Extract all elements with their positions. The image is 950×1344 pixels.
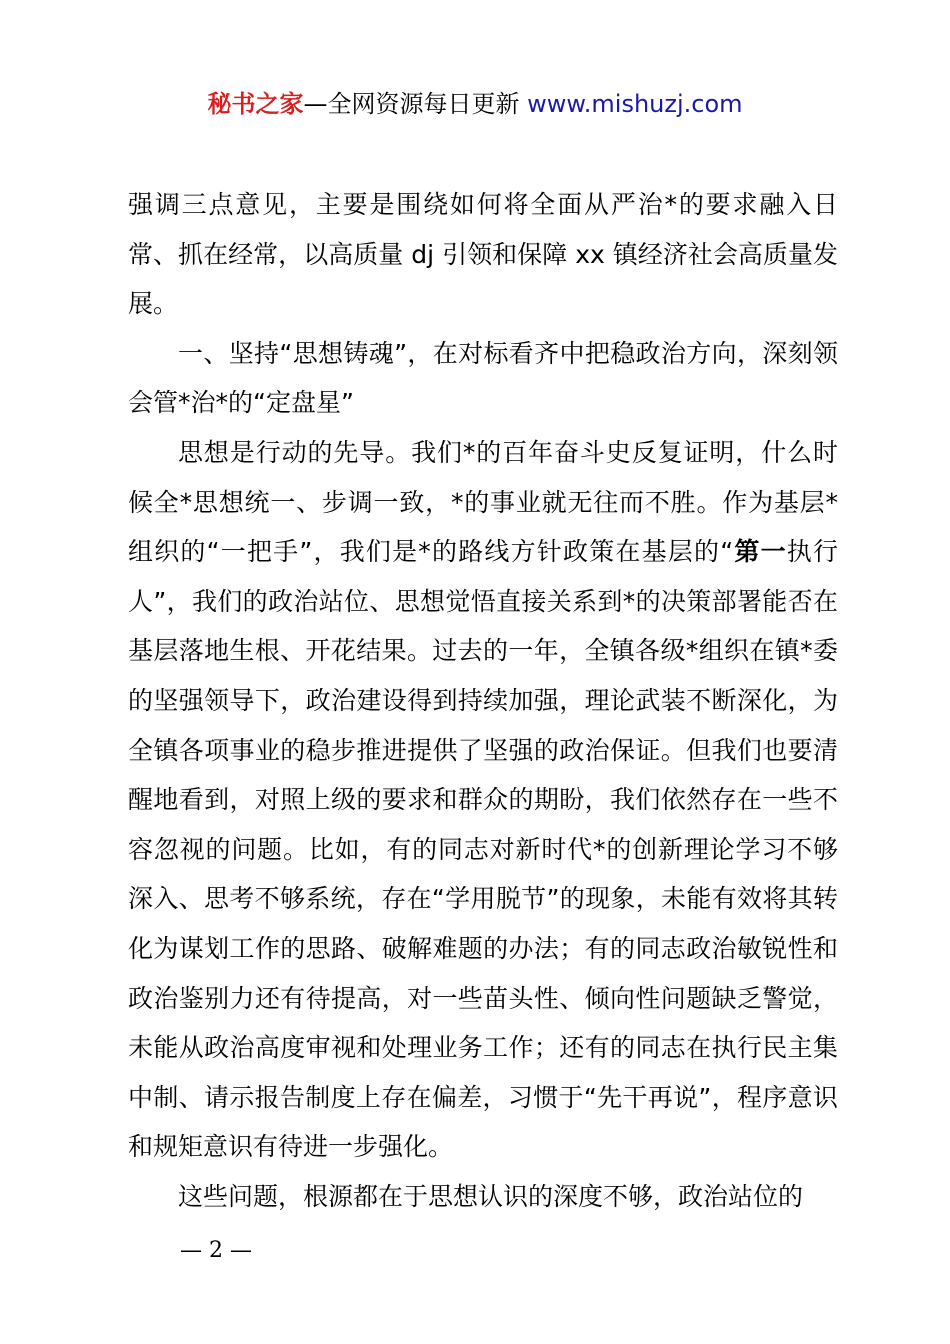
document-body [128,180,838,1221]
paragraph-text: 执行人”，我们的政治站位、思想觉悟直接关系到*的决策部署能否在基层落地生根、开花结果。过去的一年，全镇各级*组织在镇*委的坚强领导下，政治建设得到持续加强，理论武装不断深化，为全镇各项事业的稳步推进提供了坚强的政治保证。但我们也要清醒地看到，对照上级的要求和群众的期盼，我们依然存在一些不容忽视的问题。比如，有的同志对新时代*的创新理论学习不够深入、思考不够系统，存在“学用脱节”的现象，未能有效将其转化为谋划工作的思路、破解难题的办法；有的同志政治敏锐性和政治鉴别力还有待提高，对一些苗头性、倾向性问题缺乏警觉，未能从政治高度审视和处理业务工作；还有的同志在执行民主集中制、请示报告制度上存在偏差，习惯于“先干再说”，程序意识和规矩意识有待进一步强化。 [128,537,838,1162]
section-heading-1: 一、坚持“思想铸魂”，在对标看齐中把稳政治方向，深刻领会管*治*的“定盘星” [128,338,838,418]
header-slogan: —全网资源每日更新 [303,90,528,118]
paragraph-root-causes: 这些问题，根源都在于思想认识的深度不够，政治站位的 [178,1181,804,1211]
paragraph-text: 思想是行动的先导。我们*的百年奋斗史反复证明，什么时候全*思想统一、步调一致，*的事业就无往而不胜。作为基层*组织的“一把手”，我们是*的路线方针政策在基层的“ [128,437,838,567]
paragraph-continued: 强调三点意见，主要是围绕如何将全面从严治*的要求融入日常、抓在经常，以高质量 dj 引领和保障 xx 镇经济社会高质量发展。 [128,190,838,319]
page-number: — 2 — [180,1238,252,1263]
site-url-link[interactable]: www.mishuzj.com [527,90,743,118]
site-header [0,86,950,122]
bold-text: 第一 [733,537,787,567]
paragraph-thought-leading [128,428,838,1172]
brand-name: 秘书之家 [207,90,304,118]
